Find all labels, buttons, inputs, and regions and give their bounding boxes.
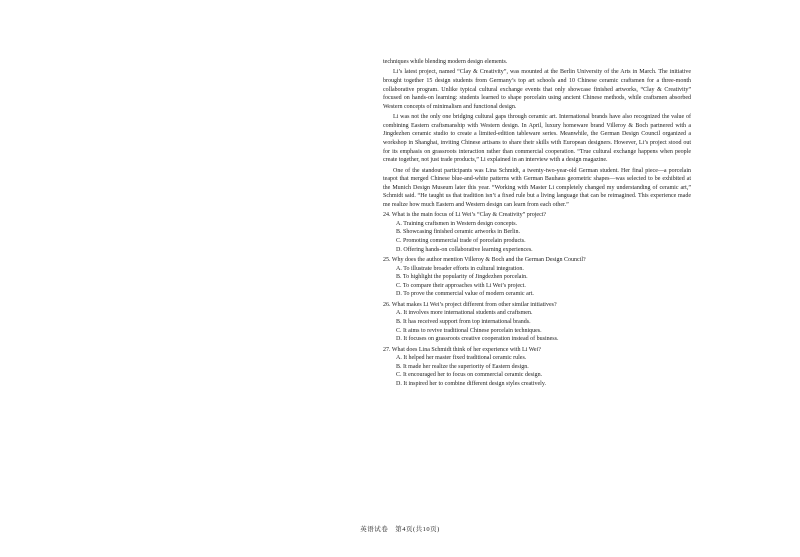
passage-paragraph: Li’s latest project, named “Clay & Creativity”, was mounted at the Berlin University of the Arts in March. The initiative brought together 15 design students from Germany’s top art schools and 10 Chinese ceramic craftsmen for a three-month collaborative program. Unlike typical cultural exchange events that only showcase finished artworks, “Clay & Creativity” focused on hands-on learning: students learned to shape porcelain using ancient Chinese methods, while craftsmen absorbed Western concepts of minimalism and functional design. (383, 69, 691, 110)
option-c: C. To compare their approaches with Li Wei’s project. (396, 282, 526, 289)
question-25 (383, 256, 691, 299)
question-27 (383, 346, 691, 389)
passage-paragraph-continued: techniques while blending modern design elements. (383, 59, 508, 65)
question-stem: 25. Why does the author mention Villeroy & Boch and the German Design Council? (383, 257, 586, 264)
question-24 (383, 211, 691, 254)
option-c: C. It aims to revive traditional Chinese porcelain techniques. (396, 327, 542, 334)
option-a: A. To illustrate broader efforts in cultural integration. (396, 265, 524, 272)
option-d: D. To prove the commercial value of modern ceramic art. (396, 291, 534, 298)
option-a: A. It involves more international students and craftsmen. (396, 310, 533, 317)
passage-column (383, 58, 691, 389)
option-c: C. Promoting commercial trade of porcelain products. (396, 238, 526, 245)
option-a: A. It helped her master fixed traditional ceramic rules. (396, 355, 527, 362)
passage-paragraph: Li was not the only one bridging cultural gaps through ceramic art. International brands have also recognized the value of combining Eastern craftsmanship with Western design. In April, luxury homeware brand Villeroy & Boch partnered with a Jingdezhen ceramic studio to create a limited-edition tableware series. Meanwhile, the German Design Council organized a workshop in Shanghai, inviting Chinese artisans to share their skills with European designers. However, Li’s project stood out for its emphasis on grassroots interaction rather than commercial cooperation. “True cultural exchange happens when people create together, not just trade products,” Li explained in an interview with a design magazine. (383, 114, 691, 164)
question-stem: 24. What is the main focus of Li Wei’s “Clay & Creativity” project? (383, 212, 547, 219)
question-stem: 27. What does Lina Schmidt think of her experience with Li Wei? (383, 346, 541, 353)
option-d: D. It inspired her to combine different design styles creatively. (396, 380, 546, 387)
option-b: B. It has received support from top international brands. (396, 319, 531, 325)
option-c: C. It encouraged her to focus on commercial ceramic design. (396, 372, 543, 379)
question-26 (383, 301, 691, 344)
option-d: D. It focuses on grassroots creative cooperation instead of business. (396, 336, 559, 343)
option-b: B. Showcasing finished ceramic artworks in Berlin. (396, 229, 520, 236)
passage-paragraph: One of the standout participants was Lina Schmidt, a twenty-two-year-old German student. Her final piece—a porcelain teapot that merged Chinese blue-and-white patterns with German Bauhaus geometric shapes—was selected to be exhibited at the Munich Design Museum later this year. “Working with Master Li completely changed my understanding of ceramic art,” Schmidt said. “He taught us that tradition isn’t a fixed rule but a living language that can be reimagined. This experience made me realize how much Eastern and Western design can learn from each other.” (383, 167, 691, 208)
option-a: A. Training craftsmen in Western design concepts. (396, 220, 518, 227)
option-b: B. It made her realize the superiority of Eastern design. (396, 363, 529, 370)
option-d: D. Offering hands-on collaborative learning experiences. (396, 246, 533, 253)
page-footer: 英语试卷 第4页(共10页) (360, 526, 440, 533)
option-b: B. To highlight the popularity of Jingdezhen porcelain. (396, 274, 528, 281)
question-stem: 26. What makes Li Wei’s project different from other similar initiatives? (383, 301, 557, 308)
